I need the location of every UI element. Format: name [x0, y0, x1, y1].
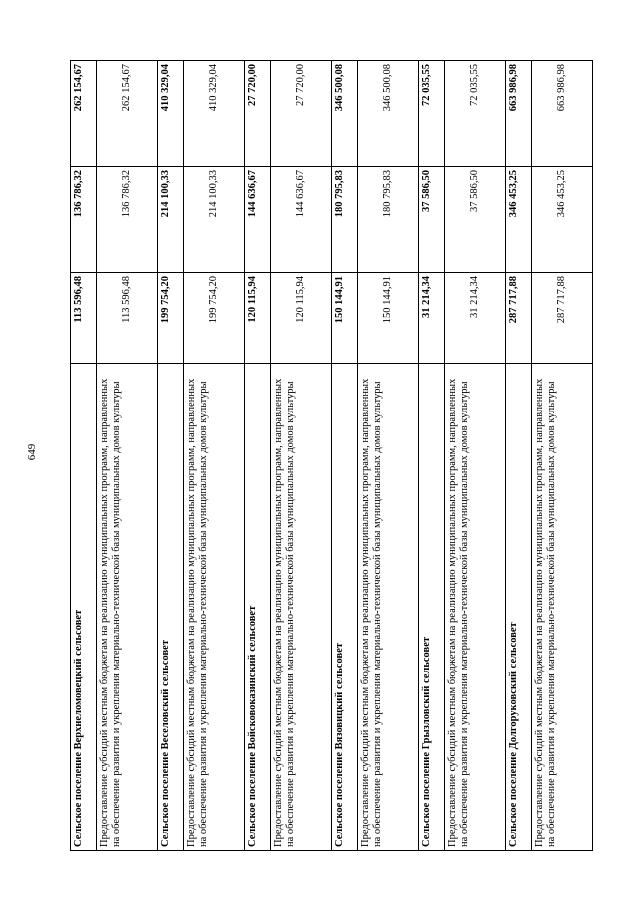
amount-col2: 37 586,50 [419, 167, 445, 273]
rotated-table-container [70, 61, 593, 851]
detail-amount-col1: 113 596,48 [96, 273, 157, 364]
detail-amount-col1: 120 115,94 [270, 273, 331, 364]
page-number: 649 [26, 443, 38, 461]
amount-col3: 72 035,55 [419, 61, 445, 167]
expense-description: Предоставление субсидий местным бюджетам на реализацию муниципальных программ, направленных на обеспечение развития и укрепления материально-технической базы муниципальных домов культуры [183, 364, 244, 851]
detail-row [183, 61, 244, 851]
detail-amount-col2: 180 795,83 [357, 167, 418, 273]
section-header-row [71, 61, 97, 851]
amount-col3: 346 500,08 [332, 61, 358, 167]
expense-description: Предоставление субсидий местным бюджетам на реализацию муниципальных программ, направленных на обеспечение развития и укрепления материально-технической базы муниципальных домов культуры [270, 364, 331, 851]
amount-col3: 663 986,98 [506, 61, 532, 167]
section-header-row [245, 61, 271, 851]
settlement-name: Сельское поселение Вязовицкий сельсовет [332, 364, 358, 851]
settlement-name: Сельское поселение Грызловский сельсовет [419, 364, 445, 851]
detail-amount-col2: 136 786,32 [96, 167, 157, 273]
settlement-name: Сельское поселение Долгоруковский сельсовет [506, 364, 532, 851]
detail-row [96, 61, 157, 851]
detail-amount-col2: 37 586,50 [444, 167, 505, 273]
section-header-row [332, 61, 358, 851]
amount-col1: 287 717,88 [506, 273, 532, 364]
amount-col1: 120 115,94 [245, 273, 271, 364]
settlement-name: Сельское поселение Веселовский сельсовет [158, 364, 184, 851]
budget-table [70, 60, 593, 851]
detail-row [531, 61, 592, 851]
amount-col3: 262 154,67 [71, 61, 97, 167]
detail-amount-col3: 262 154,67 [96, 61, 157, 167]
detail-amount-col3: 346 500,08 [357, 61, 418, 167]
amount-col2: 180 795,83 [332, 167, 358, 273]
detail-amount-col3: 27 720,00 [270, 61, 331, 167]
detail-amount-col2: 144 636,67 [270, 167, 331, 273]
expense-description: Предоставление субсидий местным бюджетам на реализацию муниципальных программ, направленных на обеспечение развития и укрепления материально-технической базы муниципальных домов культуры [357, 364, 418, 851]
amount-col1: 199 754,20 [158, 273, 184, 364]
detail-amount-col1: 287 717,88 [531, 273, 592, 364]
amount-col2: 346 453,25 [506, 167, 532, 273]
amount-col1: 113 596,48 [71, 273, 97, 364]
expense-description: Предоставление субсидий местным бюджетам на реализацию муниципальных программ, направленных на обеспечение развития и укрепления материально-технической базы муниципальных домов культуры [531, 364, 592, 851]
section-header-row [506, 61, 532, 851]
amount-col3: 410 329,04 [158, 61, 184, 167]
detail-row [270, 61, 331, 851]
settlement-name: Сельское поселение Войсковоказинский сельсовет [245, 364, 271, 851]
settlement-name: Сельское поселение Верхнеломовецкий сельсовет [71, 364, 97, 851]
detail-amount-col3: 663 986,98 [531, 61, 592, 167]
detail-amount-col2: 214 100,33 [183, 167, 244, 273]
amount-col2: 214 100,33 [158, 167, 184, 273]
budget-table-body [71, 61, 593, 851]
detail-amount-col1: 31 214,34 [444, 273, 505, 364]
detail-amount-col1: 199 754,20 [183, 273, 244, 364]
amount-col3: 27 720,00 [245, 61, 271, 167]
amount-col2: 144 636,67 [245, 167, 271, 273]
section-header-row [419, 61, 445, 851]
amount-col1: 150 144,91 [332, 273, 358, 364]
detail-amount-col2: 346 453,25 [531, 167, 592, 273]
section-header-row [158, 61, 184, 851]
expense-description: Предоставление субсидий местным бюджетам на реализацию муниципальных программ, направленных на обеспечение развития и укрепления материально-технической базы муниципальных домов культуры [444, 364, 505, 851]
detail-amount-col1: 150 144,91 [357, 273, 418, 364]
detail-amount-col3: 410 329,04 [183, 61, 244, 167]
detail-amount-col3: 72 035,55 [444, 61, 505, 167]
expense-description: Предоставление субсидий местным бюджетам на реализацию муниципальных программ, направленных на обеспечение развития и укрепления материально-технической базы муниципальных домов культуры [96, 364, 157, 851]
detail-row [444, 61, 505, 851]
amount-col1: 31 214,34 [419, 273, 445, 364]
amount-col2: 136 786,32 [71, 167, 97, 273]
detail-row [357, 61, 418, 851]
